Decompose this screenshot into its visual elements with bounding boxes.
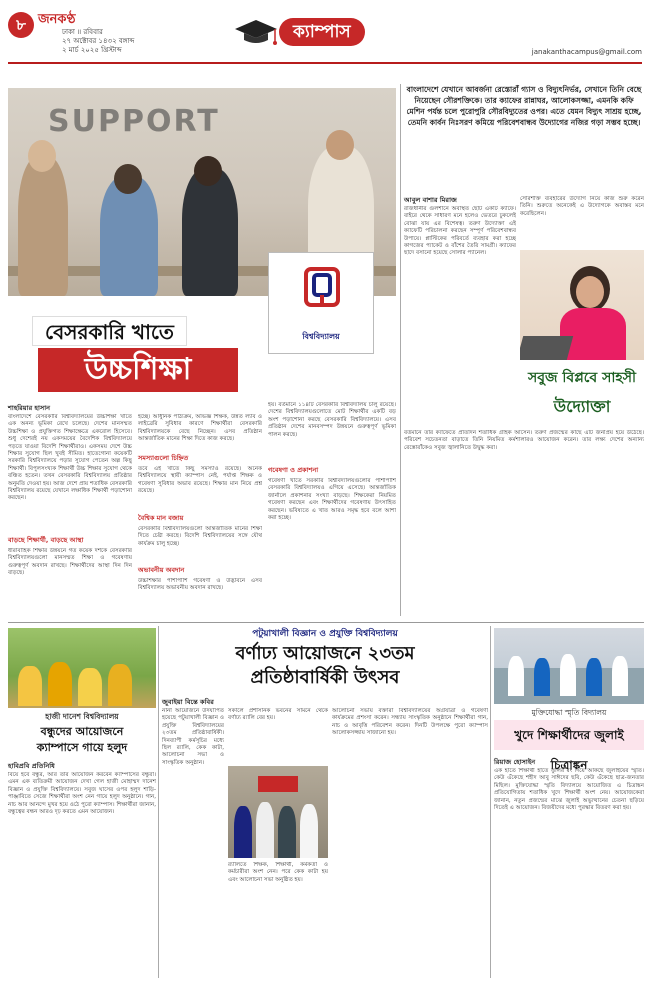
lead-subhead-3: বৈশ্বিক মান বজায়: [138, 514, 184, 522]
lead-col2b-text: তবে এই খাতে কিছু সমস্যাও রয়েছে। অনেক বিশ্ববিদ্যালয়ে স্থায়ী ক্যাম্পাস নেই, পর্যাপ্ত শিক্ষক ও গবেষণা সুবিধার অভাব রয়েছে। শিক্ষার মান নিয়ে প্রশ্ন রয়েছে।: [138, 466, 262, 495]
graduation-cap-icon: [233, 18, 279, 48]
lead-headline: [8, 300, 396, 396]
bottom-center-byline: জুবাইয়া বিন্তে কবির: [162, 698, 214, 706]
bottom-center-headline-1: বর্ণাঢ্য আয়োজনে ২৩তম: [235, 643, 415, 664]
photo-figure-3: [278, 806, 296, 858]
section-title: ক্যাম্পাস: [279, 18, 365, 46]
photo-child-1: [508, 656, 524, 696]
lead-col2c-text: বেসরকারি বিশ্ববিদ্যালয়গুলো আন্তর্জাতিক মানের শিক্ষা দিতে চেষ্টা করছে। বিদেশি বিশ্ববিদ্যালয়ের সঙ্গে যৌথ কার্যক্রম চালু হচ্ছে।: [138, 526, 262, 547]
bottom-right-body: এক হাতে শিক্ষার্থী হাতে তুলির রং দিয়ে আঁকছে জুলাইয়ের স্মৃতি। কেউ এঁকেছে শহীদ আবু সাঈদের ছবি, কেউ এঁকেছে ছাত্র-জনতার মিছিল। মুক্তিযোদ্ধা স্মৃতি বিদ্যালয়ে আয়োজিত এ চিত্রাঙ্কন প্রতিযোগিতায় শতাধিক খুদে শিক্ষার্থী অংশ নেয়। আয়োজকেরা জানান, নতুন প্রজন্মের মাঝে জুলাই অভ্যুত্থানের চেতনা ছড়িয়ে দিতেই এ আয়োজন। বিজয়ীদের মধ্যে পুরস্কার বিতরণ করা হয়।: [494, 768, 644, 812]
bottom-divider: [8, 622, 644, 623]
bottom-center-kicker: পটুয়াখালী বিজ্ঞান ও প্রযুক্তি বিশ্ববিদ্যালয়: [252, 629, 398, 639]
photo-person-1: [18, 156, 68, 296]
date-line-1: ঢাকা ॥ রবিবার: [62, 28, 103, 36]
right-story-headline: [520, 360, 644, 422]
page-number: ৮: [8, 12, 34, 38]
drawing-photo: [494, 628, 644, 704]
date-line-2: ২৭ অক্টোবর ১৪৩২ বঙ্গাব্দ: [62, 37, 135, 45]
photo-person-2-head: [114, 164, 142, 194]
lead-subhead-4: অভাবনীয় অবদান: [138, 566, 185, 574]
column-rule: [400, 84, 401, 616]
bottom-left-kicker: হাজী দানেশ বিশ্ববিদ্যালয়: [45, 712, 119, 721]
section-title-block: [233, 8, 413, 54]
photo-person-2: [100, 176, 158, 296]
bottom-center-headline: [162, 642, 488, 690]
lead-column-2: [138, 414, 262, 620]
bottom-center-col3: আলোচনা সভায় বক্তারা বিশ্ববিদ্যালয়ের অগ্রযাত্রা ও গবেষণা কার্যক্রমের প্রশংসা করেন। সন্ধ্যায় সাংস্কৃতিক অনুষ্ঠানে শিক্ষার্থীরা গান, নাচ ও আবৃত্তি পরিবেশন করেন। দিনটি উপলক্ষে পুরো ক্যাম্পাস আলোকসজ্জায় সাজানো হয়।: [332, 708, 488, 737]
photo-person-3: [182, 168, 238, 296]
lead-col2d-text: উচ্চশিক্ষার পাশাপাশি গবেষণা ও উদ্ভাবনে এসব বিশ্ববিদ্যালয় অভাবনীয় অবদান রাখছে।: [138, 578, 262, 592]
masthead: [8, 6, 642, 64]
lead-col3b-text: গবেষণা খাতে সরকারি বিশ্ববিদ্যালয়গুলোর পাশাপাশি বেসরকারি বিশ্ববিদ্যালয়ও এগিয়ে এসেছে। আন্তর্জাতিক জার্নালে প্রকাশনার সংখ্যা বাড়ছে। শিক্ষকেরা নিয়মিত গবেষণা করছেন এবং শিক্ষার্থীদের গবেষণায় উৎসাহিত করছেন। ভবিষ্যতে এ খাত আরও সমৃদ্ধ হবে বলে আশা করা হচ্ছে।: [268, 478, 396, 522]
photo-child-3: [560, 654, 576, 696]
photo-child-5: [612, 656, 628, 696]
photo-figure-1: [18, 666, 42, 706]
lead-col1b-text: ধারাবাহিক শিক্ষার উন্নয়নে গত কয়েক দশকে বেসরকারি বিশ্ববিদ্যালয়গুলো মানসম্মত শিক্ষা ও গবেষণায় গুরুত্বপূর্ণ অবদান রাখছে। শিক্ষার্থীদের আস্থা দিন দিন বাড়ছে।: [8, 548, 132, 577]
bottom-center-col1: নানা আয়োজনে উদযাপিত হয়েছে পটুয়াখালী বিজ্ঞান ও প্রযুক্তি বিশ্ববিদ্যালয়ের ২৩তম প্রতিষ্ঠাবার্ষিকী। দিনব্যাপী কর্মসূচির মধ্যে ছিল র‍্যালি, কেক কাটা, আলোচনা সভা ও সাংস্কৃতিক অনুষ্ঠান।: [162, 708, 224, 766]
right-story-byline: আবুল বাশার মিরাজ: [404, 196, 457, 204]
date-line-3: ২ মার্চ ২০২৫ খ্রিস্টাব্দ: [62, 46, 122, 54]
photo-figure-4: [108, 664, 132, 706]
bottom-right-headline-text: খুদে শিক্ষার্থীদের জুলাই চিত্রাঙ্কন: [514, 728, 624, 772]
bottom-center-headline-2: প্রতিষ্ঠাবার্ষিকী উৎসব: [250, 667, 400, 688]
photo-person-face: [576, 276, 604, 308]
bottom-center-col2b: র‍্যালিতে শিক্ষক, শিক্ষার্থী, কর্মকর্তা ও কর্মচারীরা অংশ নেন। পরে কেক কাটা হয় এবং আলোচনা সভা অনুষ্ঠিত হয়।: [228, 862, 328, 883]
contact-email[interactable]: janakanthacampus@gmail.com: [531, 48, 642, 56]
bottom-left-headline-2: ক্যাম্পাসে গায়ে হলুদ: [36, 741, 128, 754]
lead-subhead-5: গবেষণা ও প্রকাশনা: [268, 466, 319, 474]
right-story-col-b: সৌরশক্তি ব্যবহারের উদ্যোগ নিয়ে কাজ শুরু করেন তিনি। শুরুতে অনেকেই এ উদ্যোগকে অবাস্তব মনে করেছিলেন।: [520, 196, 644, 217]
logo-caption: বিশ্ববিদ্যালয়: [302, 332, 340, 341]
holud-photo: [8, 628, 156, 708]
right-story-intro: বাংলাদেশে যেখানে আবর্জনা রেস্তোরাঁ গ্যাস ও বিদ্যুৎনির্ভর, সেখানে তিনি বেছে নিয়েছেন সৌরশক্তিকে। তার ক্যাফের রান্নাঘর, আলোকসজ্জা, এমনকি কফি মেশিন পর্যন্ত চলে পুরোপুরি সৌরবিদ্যুতের ওপর। এতে যেমন বিদ্যুৎ সাশ্রয় হচ্ছে, তেমনি কার্বন নিঃসরণ কমিয়ে পরিবেশবান্ধব উদ্যোগের নজির গড়া সম্ভব হচ্ছে।: [406, 85, 642, 127]
photo-person-dress: [560, 308, 626, 360]
bottom-left-byline: হাবিপ্রবি প্রতিনিধি: [8, 762, 55, 770]
photo-person-4-head: [326, 130, 354, 160]
column-rule: [158, 626, 159, 978]
photo-figure-2: [48, 662, 72, 706]
photo-figure-4: [300, 804, 318, 858]
bottom-right-kicker: মুক্তিযোদ্ধা স্মৃতি বিদ্যালয়: [531, 708, 607, 717]
photo-figure-3: [78, 668, 102, 706]
right-story-col-a: রাজধানীর গুলশানে অবস্থিত ছোট একটি ক্যাফে। বাইরে থেকে সাধারণ মনে হলেও ভেতরে ঢুকলেই বোঝা যায় এর বিশেষত্ব। তরুণ উদ্যোক্তা এই ক্যাফেটি পরিচালনা করছেন সম্পূর্ণ পরিবেশবান্ধব উপায়ে। প্লাস্টিকের পরিবর্তে ব্যবহার করা হচ্ছে কাগজের প্যাকেট ও বাঁশের তৈরি সামগ্রী। ক্যাফের ছাদে বসানো হয়েছে সোলার প্যানেল।: [404, 206, 516, 257]
bottom-left-headline: [8, 724, 156, 756]
photo-banner: [258, 776, 298, 792]
right-headline-line-1: সবুজ বিপ্লবে সাহসী: [527, 370, 636, 386]
paper-name: জনকণ্ঠ: [38, 12, 76, 27]
bottom-left-body: বিয়ে হবে বন্ধুর, আর তার আয়োজন করবেন ক্যাম্পাসের বন্ধুরা। এমন এক ব্যতিক্রমী আয়োজন দেখা গেল হাজী মোহাম্মদ দানেশ বিজ্ঞান ও প্রযুক্তি বিশ্ববিদ্যালয়ে। সবুজ ঘাসের ওপর হলুদ শাড়ি-পাঞ্জাবিতে সেজে শিক্ষার্থীরা অংশ নেন গায়ে হলুদ অনুষ্ঠানে। গান, নাচ আর আনন্দে মুখর হয়ে ওঠে পুরো ক্যাম্পাস। শিক্ষার্থীরা জানান, বন্ধুত্বের বন্ধন আরও দৃঢ় করতে এমন আয়োজন।: [8, 772, 156, 816]
bottom-left-headline-1: বন্ধুদের আয়োজনে: [40, 725, 124, 738]
photo-person-1-head: [28, 140, 56, 172]
lead-column-1: [8, 414, 132, 620]
bottom-right-byline: রিয়াজ হোসাইন: [494, 758, 536, 766]
lead-headline-line-1: বেসরকারি খাতে: [32, 316, 187, 346]
lead-headline-line-2: উচ্চশিক্ষা: [38, 348, 238, 392]
column-rule: [490, 626, 491, 978]
lead-col2-text: হচ্ছে। আধুনিক পাঠ্যক্রম, অভিজ্ঞ শিক্ষক, উন্নত ল্যাব ও লাইব্রেরি সুবিধার কারণে শিক্ষার্থীরা বেসরকারি বিশ্ববিদ্যালয়কে বেছে নিচ্ছেন। এসব প্রতিষ্ঠান আন্তর্জাতিক মানের শিক্ষা দিতে কাজ করছে।: [138, 414, 262, 443]
lead-subhead-2: সমস্যাগুলো চিহ্নিত: [138, 454, 189, 462]
photo-child-2: [534, 658, 550, 696]
lead-subhead-1: বাড়ছে শিক্ষার্থী, বাড়ছে আস্থা: [8, 536, 84, 544]
bottom-center-col2: সকালে প্রশাসনিক ভবনের সামনে থেকে বর্ণাঢ্য র‍্যালি বের হয়।: [228, 708, 328, 722]
entrepreneur-photo: [520, 250, 644, 360]
photo-child-4: [586, 658, 602, 696]
lead-col1-text: বাংলাদেশে বেসরকারি বিশ্ববিদ্যালয়ের উচ্চশিক্ষা খাতে এক অনন্য ভূমিকা রেখে চলেছে। দেশের মানসম্মত উচ্চশিক্ষা ও প্রযুক্তিগত শিক্ষাক্ষেত্রে একরোল হিসেবে। শুধু দেশেরই নয় একসময়ের বৈদেশিক বিশ্ববিদ্যালয়ে পড়তে যাওয়া বিদেশি শিক্ষার্থীরাও। একসময় দেশে উচ্চ শিক্ষার সুযোগ ছিল খুবই সীমিত। হাতেগোনা কয়েকটি সরকারি বিশ্ববিদ্যালয়ে পড়ার সুযোগ পেতেন অল্প কিছু শিক্ষার্থী। বিপুলসংখ্যক শিক্ষার্থী উচ্চ শিক্ষার সুযোগ থেকে বঞ্চিত হতেন। তখন বেসরকারি বিশ্ববিদ্যালয় প্রতিষ্ঠার অনুমতি দেওয়া হয়। আজ দেশে প্রায় শতাধিক বেসরকারি বিশ্ববিদ্যালয় রয়েছে যেখানে লক্ষাধিক শিক্ষার্থী পড়াশোনা করছেন।: [8, 414, 132, 502]
photo-wall-text: SUPPORT: [48, 104, 220, 139]
lead-col3-text: হয়। বর্তমানে ১১৪টি বেসরকারি বিশ্ববিদ্যালয় চালু রয়েছে। দেশের বিশ্ববিদ্যালয়গুলোতে মোট শিক্ষার্থীর একটি বড় অংশ পড়াশোনা করছে বেসরকারি বিশ্ববিদ্যালয়ে। এসব প্রতিষ্ঠান দেশের মানবসম্পদ উন্নয়নে গুরুত্বপূর্ণ ভূমিকা পালন করছে।: [268, 402, 396, 438]
photo-figure-1: [234, 806, 252, 858]
right-story-col-c: বর্তমানে তার ক্যাফেতে প্রতিদিন শতাধিক গ্রাহক আসেন। তরুণ প্রজন্মের কাছে এটি জনপ্রিয় হয়ে উঠেছে। পরিবেশ সচেতনতা বাড়াতে তিনি নিয়মিত কর্মশালারও আয়োজন করেন। তার লক্ষ্য দেশের অন্যান্য রেস্তোরাঁকেও সবুজ জ্বালানিতে উদ্বুদ্ধ করা।: [404, 430, 644, 451]
photo-figure-2: [256, 802, 274, 858]
photo-laptop: [520, 336, 573, 360]
photo-person-3-head: [194, 156, 222, 186]
right-headline-line-2: উদ্যোক্তা: [553, 397, 611, 416]
date-line: [62, 28, 142, 55]
anniversary-photo: [228, 766, 328, 858]
lead-column-3: [268, 402, 396, 620]
lead-byline: শাহরিয়ার হাসান: [8, 404, 51, 412]
